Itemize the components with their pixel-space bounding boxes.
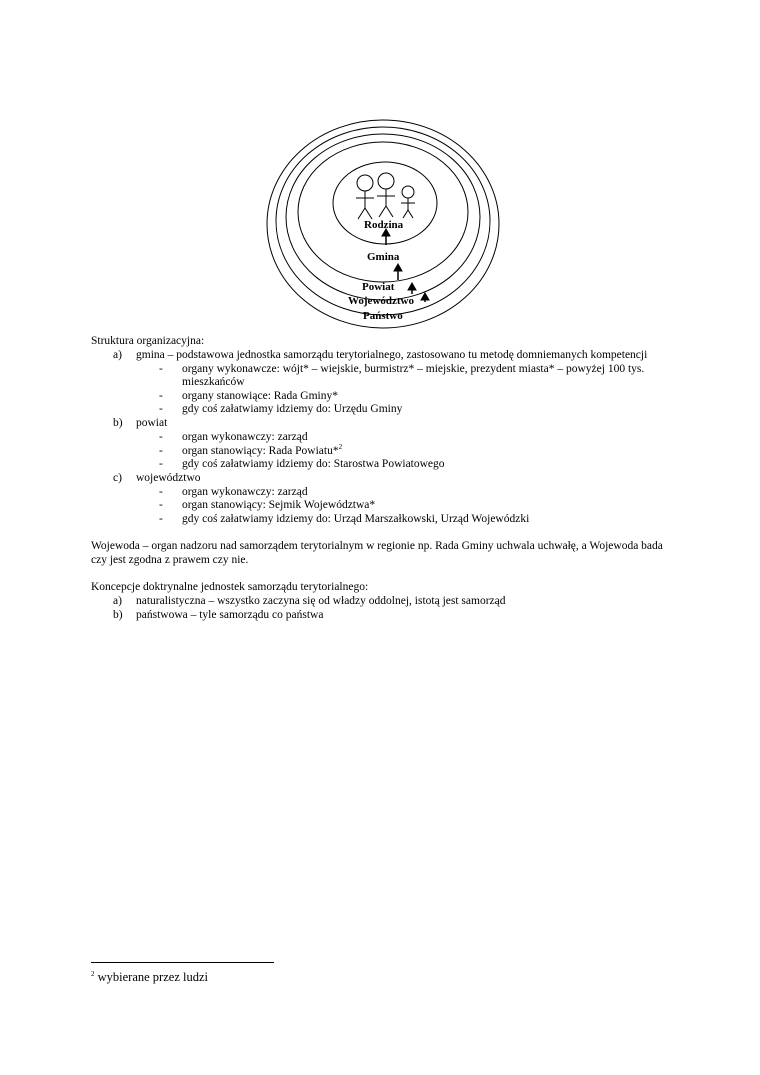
dash: -	[159, 390, 163, 402]
arrow-up-icon	[394, 264, 402, 280]
paragraph-wojewoda-line2: czy jest zgodna z prawem czy nie.	[91, 554, 249, 566]
list-marker: a)	[113, 595, 122, 607]
dash: -	[159, 445, 163, 457]
list-marker: b)	[113, 417, 123, 429]
sub-item	[182, 444, 342, 458]
list-marker: b)	[113, 609, 123, 621]
label-rodzina: Rodzina	[364, 219, 404, 231]
paragraph-wojewoda-line1: Wojewoda – organ nadzoru nad samorządem terytorialnym w regionie np. Rada Gminy uchwala uchwałę, a Wojewoda bada	[91, 540, 663, 552]
label-powiat: Powiat	[362, 281, 395, 293]
footnote-text: wybierane przez ludzi	[97, 970, 208, 984]
sub-item: organy wykonawcze: wójt* – wiejskie, burmistrz* – miejskie, prezydent miasta* – powyżej 100 tys.	[182, 363, 645, 375]
arrow-up-icon	[421, 293, 429, 302]
list-marker: c)	[113, 472, 122, 484]
section-heading: Struktura organizacyjna:	[91, 335, 205, 347]
dash: -	[159, 513, 163, 525]
label-gmina: Gmina	[367, 251, 400, 263]
sub-item: organ stanowiący: Sejmik Województwa*	[182, 499, 376, 511]
sub-item: organy stanowiące: Rada Gminy*	[182, 390, 338, 402]
sub-item-continuation: mieszkańców	[182, 376, 245, 388]
sub-item: gdy coś załatwiamy idziemy do: Starostwa Powiatowego	[182, 458, 445, 470]
label-wojewodztwo: Województwo	[348, 295, 414, 307]
sub-item: gdy coś załatwiamy idziemy do: Urzędu Gminy	[182, 403, 403, 415]
dash: -	[159, 363, 163, 375]
footnote-number: 2	[91, 969, 95, 978]
dash: -	[159, 486, 163, 498]
koncepcja-item: państwowa – tyle samorządu co państwa	[136, 609, 324, 621]
dash: -	[159, 403, 163, 415]
sub-item: organ wykonawczy: zarząd	[182, 486, 308, 498]
koncepcje-heading: Koncepcje doktrynalne jednostek samorządu terytorialnego:	[91, 581, 369, 593]
sub-item: organ wykonawczy: zarząd	[182, 431, 308, 443]
arrow-up-icon	[382, 229, 390, 245]
footnote-ref: 2	[338, 443, 343, 452]
concentric-diagram	[0, 0, 760, 335]
arrow-up-icon	[408, 283, 416, 294]
label-panstwo: Państwo	[363, 310, 403, 322]
list-item-gmina: gmina – podstawowa jednostka samorządu terytorialnego, zastosowano tu metodę domniemanych kompetencji	[136, 349, 648, 361]
footnote-separator	[91, 962, 274, 963]
dash: -	[159, 458, 163, 470]
dash: -	[159, 431, 163, 443]
footnote	[91, 970, 208, 984]
sub-item: gdy coś załatwiamy idziemy do: Urząd Marszałkowski, Urząd Wojewódzki	[182, 513, 530, 525]
koncepcja-item: naturalistyczna – wszystko zaczyna się od władzy oddolnej, istotą jest samorząd	[136, 595, 506, 607]
list-item-powiat: powiat	[136, 417, 168, 429]
family-figures-icon	[356, 173, 415, 219]
list-marker: a)	[113, 349, 122, 361]
sub-item-text: organ stanowiący: Rada Powiatu*	[182, 445, 339, 457]
list-item-wojewodztwo: województwo	[136, 472, 201, 484]
circle-powiat	[286, 134, 480, 300]
dash: -	[159, 499, 163, 511]
